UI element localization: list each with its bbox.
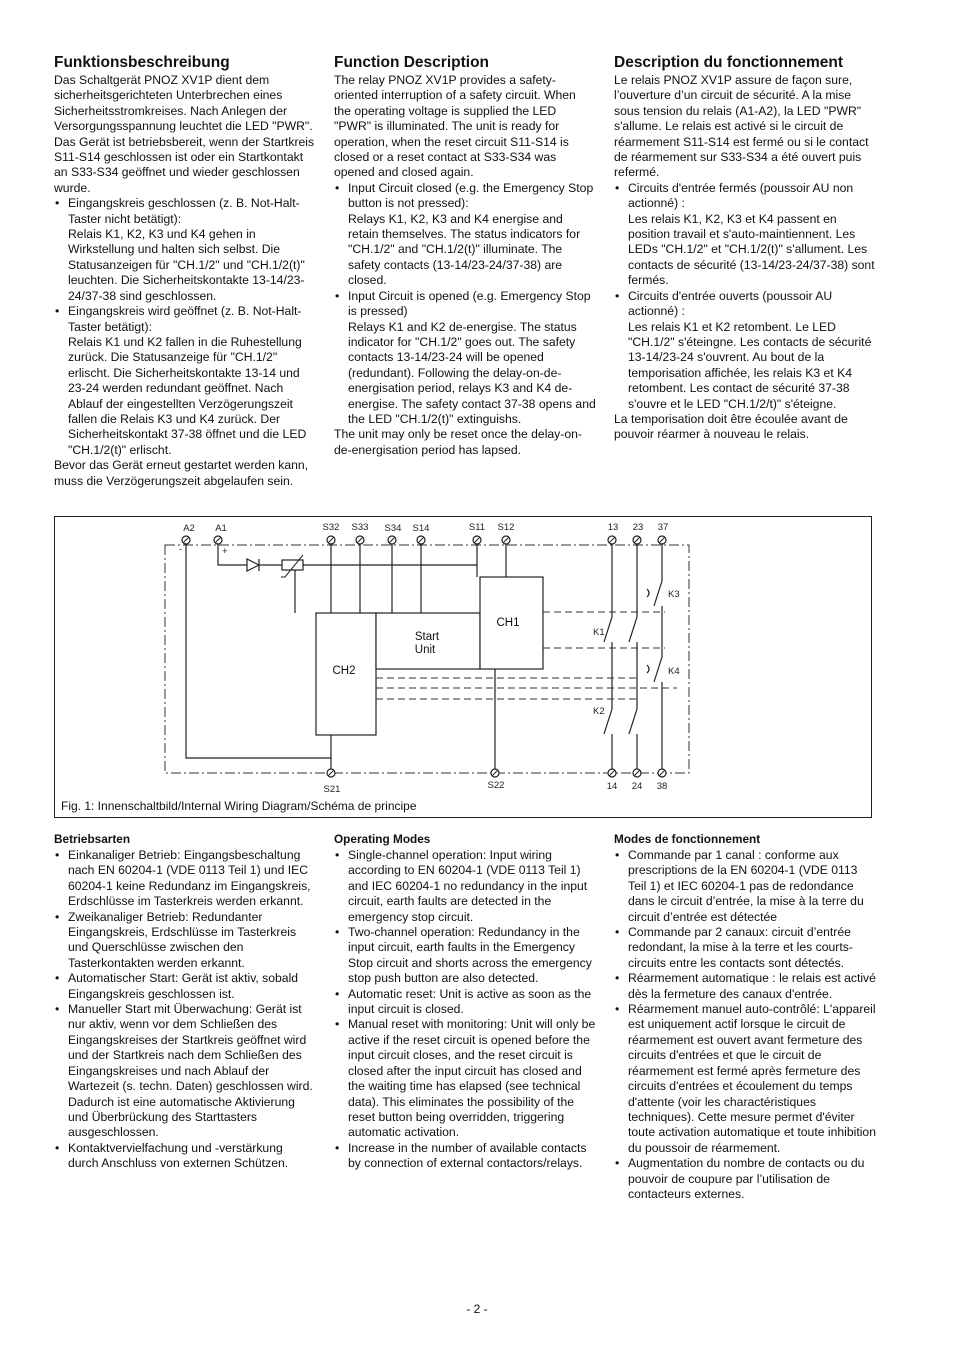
- terminal-label: 13: [607, 522, 619, 533]
- list-item: • Increase in the number of available contacts by connection of external contactors/relays.: [334, 1141, 596, 1172]
- terminal-label: S12: [497, 522, 515, 533]
- list-item: • Réarmement manuel auto-contrôlé: L'appareil est uniquement actif lorsque le circuit de réarmement est ouvert avant fermeture des circuits d'entrées et que le circuit de réarmement est fermé après fermeture des circuits d'entrées et écoulement du temps d'attente (voir les charactéristiques techniques). Cette mesure permet d'éviter toute activation automatique et toute inhibition du poussoir de réarmement.: [614, 1002, 876, 1156]
- list-item: • Commande par 2 canaux: circuit d’entrée redondant, la mise à la terre et les courts-circuits entre les contacts sont détectés.: [614, 925, 876, 971]
- terminal-label: 38: [656, 781, 668, 792]
- terminal-label: S33: [351, 522, 369, 533]
- list-item: • Automatic reset: Unit is active as soon as the input circuit is closed.: [334, 987, 596, 1018]
- relay-k1-label: K1: [593, 627, 605, 638]
- english-description: [334, 53, 596, 458]
- french-modes-title: Modes de fonctionnement: [614, 832, 761, 846]
- french-modes-list: [614, 848, 876, 1202]
- french-outro: La temporisation doit être écoulée avant de pouvoir réarmer à nouveau le relais.: [614, 411, 848, 442]
- terminal-label: 23: [632, 522, 644, 533]
- list-item: • Two-channel operation: Redundancy in the input circuit, earth faults in the Emergency Stop circuit and shorts across the emergency stop push button are also detected.: [334, 925, 596, 987]
- german-modes-title: Betriebsarten: [54, 832, 131, 846]
- list-item: • Input Circuit is opened (e.g. Emergency Stop is pressed) Relays K1 and K2 de-energise. The status indicator for "CH.1/2" goes out. The safety contacts 13-14/23-24 will be opened (redundant). Following the delay-on-de-energisation period, relays K3 and K4 de-energise. The safety contact 37-38 opens and the LED "CH.1/2(t)" extinguishs.: [334, 289, 596, 428]
- german-operating-modes: [54, 832, 316, 1172]
- page-number: - 2 -: [466, 1302, 488, 1316]
- german-intro: Das Schaltgerät PNOZ XV1P dient dem sicherheitsgerichteten Unterbrechen eines Sicherheitsstromkreises. Nach Anlegen der Versorgungsspannung leuchtet die LED "PWR". Das Gerät ist betriebsbereit, wenn der Startkreis S11-S14 geschlossen ist oder ein Startkontakt an S33-S34 geöffnet und wieder geschlossen wurde.: [54, 73, 315, 195]
- english-intro: The relay PNOZ XV1P provides a safety-oriented interruption of a safety circuit. When the operating voltage is supplied the LED "PWR" is illuminated. The unit is ready for operation, when the reset circuit S11-S14 is closed or a reset contact at S33-S34 was opened and closed again.: [334, 73, 576, 180]
- english-outro: The unit may only be reset once the delay-on-de-energisation period has lapsed.: [334, 427, 582, 457]
- terminal-label: 37: [657, 522, 669, 533]
- ch1-label: CH1: [496, 617, 520, 629]
- french-operating-modes: [614, 832, 876, 1202]
- french-states-list: [614, 181, 876, 412]
- list-item: • Input Circuit closed (e.g. the Emergency Stop button is not pressed): Relays K1, K2, K3 and K4 energise and retain themselves. The status indicators for "CH.1/2" and "CH.1/2(t)" illuminate. The safety contacts (13-14/23-24/37-38) are closed.: [334, 181, 596, 289]
- terminal-label: S11: [468, 522, 486, 533]
- terminal-label: 24: [631, 781, 643, 792]
- start-label: Start: [414, 631, 440, 643]
- terminal-label: S34: [384, 523, 402, 534]
- list-item: • Single-channel operation: Input wiring according to EN 60204-1 (VDE 0113 Teil 1) and IEC 60204-1 no redundancy in the input circuit, earth faults are detected in the emergency stop circuit.: [334, 848, 596, 925]
- terminal-label: S22: [487, 780, 505, 791]
- terminal-label: S21: [323, 784, 341, 795]
- terminal-label: A2: [183, 523, 195, 534]
- english-modes-title: Operating Modes: [334, 832, 431, 846]
- polarity-plus: +: [222, 546, 228, 557]
- terminal-label: S14: [412, 523, 430, 534]
- relay-k2-label: K2: [593, 706, 605, 717]
- list-item: • Eingangskreis geschlossen (z. B. Not-Halt-Taster nicht betätigt): Relais K1, K2, K3 und K4 gehen in Wirkstellung und halten sich selbst. Die Statusanzeigen für "CH.1/2" und "CH.1/2(t)" leuchten. Die Sicherheitskontakte 13-14/23-24/37-38 sind geschlossen.: [54, 196, 316, 304]
- wiring-diagram-drawing: [55, 517, 873, 819]
- wiring-diagram: [54, 516, 872, 818]
- english-states-list: [334, 181, 596, 428]
- terminal-label: 14: [606, 781, 618, 792]
- french-description: [614, 53, 876, 443]
- french-intro: Le relais PNOZ XV1P assure de façon sure, l’ouverture d’un circuit de sécurité. A la mise sous tension du relais (A1-A2), la LED "PWR" s'allume. Le relais est activé si le circuit de réarmement S11-S14 est fermé ou si le contact de réarmement sur S33-S34 a été ouvert puis refermé.: [614, 73, 869, 180]
- terminal-label: S32: [322, 522, 340, 533]
- list-item: • Einkanaliger Betrieb: Eingangsbeschaltung nach EN 60204-1 (VDE 0113 Teil 1) und IEC 60204-1 keine Redundanz im Eingangskreis, Erdschlüsse im Tasterkreis werden erkannt.: [54, 848, 316, 910]
- figure-caption: Fig. 1: Innenschaltbild/Internal Wiring Diagram/Schéma de principe: [61, 799, 417, 813]
- english-modes-list: [334, 848, 596, 1172]
- list-item: • Circuits d'entrée ouverts (poussoir AU actionné) : Les relais K1 et K2 retombent. Le LED "CH.1/2" s'éteingne. Les contacts de sécurité 13-14/23-24 s'ouvrent. Au bout de la temporisation affichée, les relais K3 et K4 retombent. Les contact de sécurité 37-38 s'ouvre et le LED "CH.1/2/t)" s'éteigne.: [614, 289, 876, 412]
- relay-k4-label: K4: [668, 666, 680, 677]
- list-item: • Zweikanaliger Betrieb: Redundanter Eingangskreis, Erdschlüsse im Tasterkreis und Querschlüsse zwischen den Tasterkontakten werden erkannt.: [54, 910, 316, 972]
- french-title: Description du fonctionnement: [614, 54, 844, 71]
- list-item: • Augmentation du nombre de contacts ou du pouvoir de coupure par l’utilisation de contacteurs externes.: [614, 1156, 876, 1202]
- list-item: • Kontaktvervielfachung und -verstärkung durch Anschluss von externen Schützen.: [54, 1141, 316, 1172]
- relay-k3-label: K3: [668, 589, 680, 600]
- polarity-minus: -: [179, 544, 183, 555]
- list-item: • Commande par 1 canal : conforme aux prescriptions de la EN 60204-1 (VDE 0113 Teil 1) et IEC 60204-1 pas de redondance dans le circuit d’entrée, la mise à la terre du circuit d’entrée est détectée: [614, 848, 876, 925]
- ch2-label: CH2: [332, 665, 356, 677]
- unit-label: Unit: [414, 644, 436, 656]
- list-item: • Réarmement automatique : le relais est activé dès la fermeture des canaux d'entrée.: [614, 971, 876, 1002]
- english-title: Function Description: [334, 54, 489, 71]
- german-description: [54, 53, 316, 489]
- list-item: • Eingangskreis wird geöffnet (z. B. Not-Halt-Taster betätigt): Relais K1 und K2 fallen in die Ruhestellung zurück. Die Statusanzeige für "CH.1/2" erlischt. Die Sicherheitskontakte 13-14 und 23-24 werden redundant geöffnet. Nach Ablauf der eingestellten Verzögerungszeit fallen die Relais K3 und K4 zurück. Der Sicherheitskontakt 37-38 öffnet und die LED "CH.1/2(t)" erlischt.: [54, 304, 316, 458]
- german-outro: Bevor das Gerät erneut gestartet werden kann, muss die Verzögerungszeit abgelaufen sein.: [54, 458, 309, 488]
- list-item: • Manual reset with monitoring: Unit will only be active if the reset circuit is opened before the input circuit closes, and the reset circuit is closed after the input circuit has closed and the waiting time has elapsed (see technical data). This eliminates the possibility of the reset button being overridden, triggering automatic activation.: [334, 1017, 596, 1140]
- list-item: • Manueller Start mit Überwachung: Gerät ist nur aktiv, wenn vor dem Schließen des Eingangskreises der Startkreis geöffnet wird und der Startkreis nach dem Schließen des Eingangskreises und nach Ablauf der Wartezeit (s. techn. Daten) geschlossen wird. Dadurch ist eine automatische Aktivierung und Überbrückung des Starttasters ausgeschlossen.: [54, 1002, 316, 1141]
- list-item: • Automatischer Start: Gerät ist aktiv, sobald Eingangskreis geschlossen ist.: [54, 971, 316, 1002]
- english-operating-modes: [334, 832, 596, 1172]
- list-item: • Circuits d'entrée fermés (poussoir AU non actionné) : Les relais K1, K2, K3 et K4 passent en position travail et s'auto-maintiennent. Les LEDs "CH.1/2" et "CH.1/2(t)" s'allument. Les contacts de sécurité (13-14/23-24/37-38) sont fermés.: [614, 181, 876, 289]
- diode-symbol: [247, 559, 259, 571]
- german-states-list: [54, 196, 316, 458]
- terminal-label: A1: [215, 523, 227, 534]
- german-title: Funktionsbeschreibung: [54, 54, 230, 71]
- german-modes-list: [54, 848, 316, 1172]
